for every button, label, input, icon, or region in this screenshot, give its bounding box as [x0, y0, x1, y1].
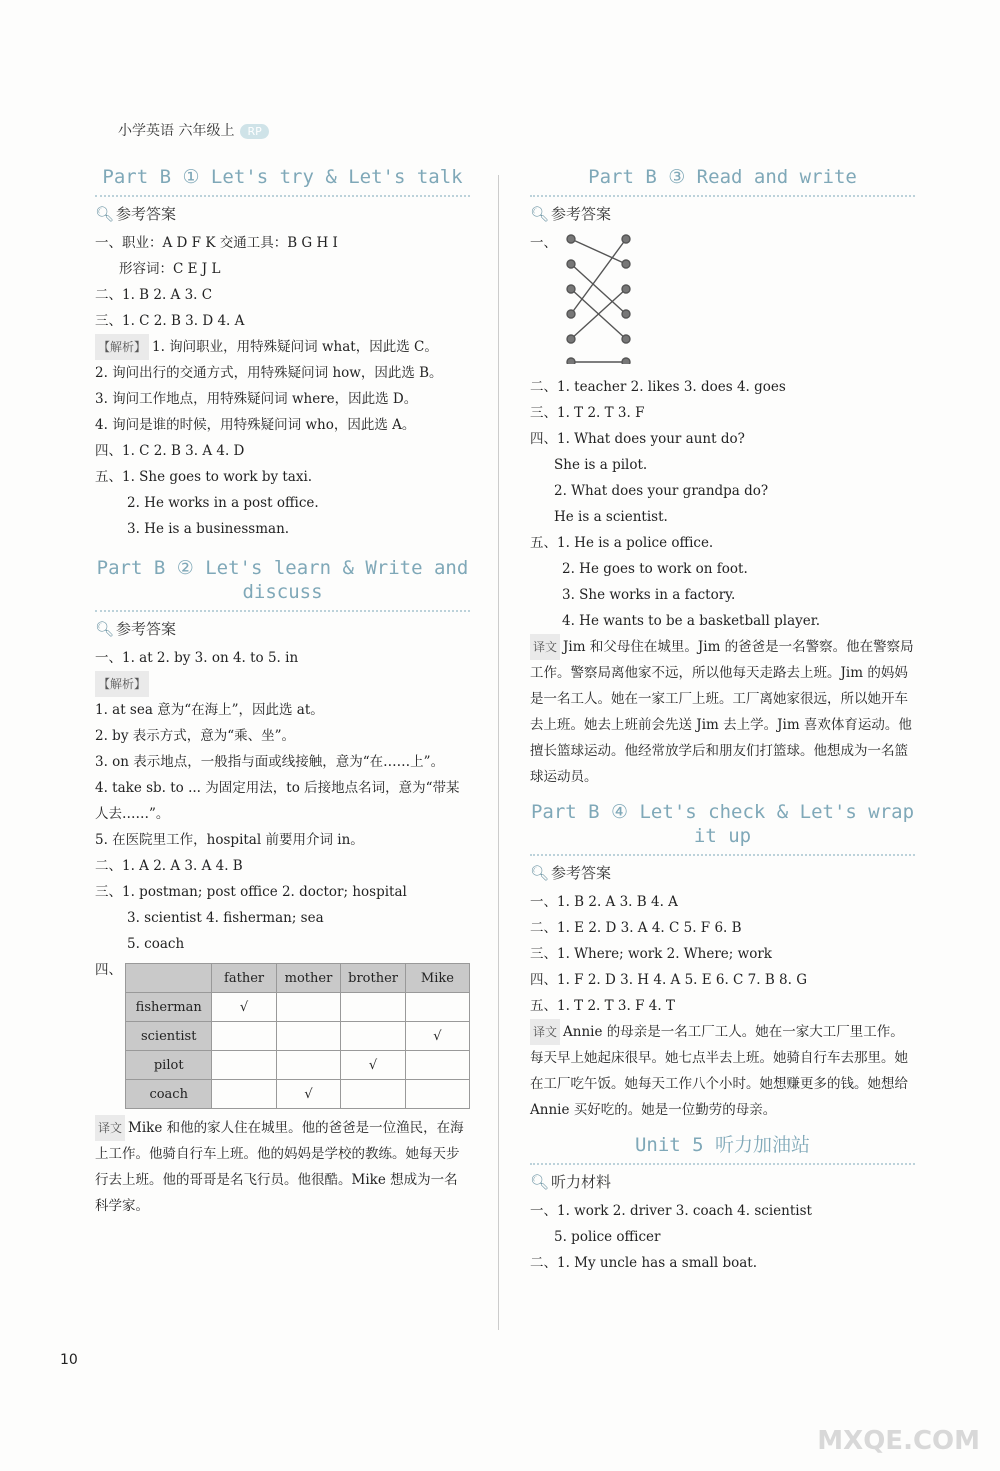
section-title-part-b-2: Part B ② Let's learn & Write and discuss [95, 556, 470, 612]
explanation-line: 4. take sb. to ... 为固定用法，to 后接地点名词，意为“带某人去……”。 [95, 780, 460, 822]
table-header-cell: father [212, 964, 276, 993]
explanation-line: 3. 询问工作地点，用特殊疑问词 where，因此选 D。 [95, 391, 418, 407]
answer-line: 二、1. teacher 2. likes 3. does 4. goes [530, 379, 786, 395]
right-column [530, 165, 915, 1276]
answer-line: 四、1. What does your aunt do? [530, 431, 745, 447]
explanation-line: 3. on 表示地点，一般指与面或线接触，意为“在……上”。 [95, 754, 445, 770]
answer-line: 一、1. B 2. A 3. B 4. A [530, 894, 678, 910]
answer-line: 四、 [95, 962, 122, 978]
answer-line: 二、1. My uncle has a small boat. [530, 1255, 758, 1271]
matching-diagram [556, 234, 636, 364]
answer-line: 五、1. T 2. T 3. F 4. T [530, 998, 675, 1014]
section-title-unit-5: Unit 5 听力加油站 [530, 1133, 915, 1165]
table-cell: √ [341, 1051, 406, 1080]
explanation-line: 【解析】 1. 询问职业，用特殊疑问词 what，因此选 C。 [95, 334, 470, 360]
answer-line: 2. What does your grandpa do? [554, 483, 769, 499]
answer-line: 2. He goes to work on foot. [562, 561, 748, 577]
answer-line: 三、1. postman; post office 2. doctor; hospital [95, 884, 407, 900]
table-cell [405, 1080, 469, 1109]
left-column [95, 165, 470, 1219]
answer-line: 三、1. C 2. B 3. D 4. A [95, 313, 245, 329]
answer-label: 🔍︎ 参考答案 [95, 205, 177, 223]
table-cell [405, 993, 469, 1022]
answer-line: 二、1. B 2. A 3. C [95, 287, 213, 303]
row-header-cell: coach [126, 1080, 212, 1109]
page-number: 10 [60, 1352, 78, 1368]
answer-line: 5. coach [127, 936, 185, 952]
answer-line: 二、1. E 2. D 3. A 4. C 5. F 6. B [530, 920, 742, 936]
table-cell [212, 1080, 276, 1109]
answer-line: 一、职业：A D F K 交通工具：B G H I [95, 235, 338, 251]
answer-line: He is a scientist. [554, 509, 668, 525]
answer-line: 4. He wants to be a basketball player. [562, 613, 820, 629]
table-cell [341, 993, 406, 1022]
occupation-table [125, 963, 470, 1109]
table-cell [276, 1051, 341, 1080]
jiexi-line [95, 671, 470, 697]
table-cell [126, 964, 212, 993]
table-cell [276, 993, 341, 1022]
answer-line: 一、1. work 2. driver 3. coach 4. scientist [530, 1203, 812, 1219]
column-divider [498, 175, 499, 1330]
answer-line: 三、1. T 2. T 3. F [530, 405, 645, 421]
matching-lines [556, 234, 636, 364]
table-header-row [126, 964, 470, 993]
explanation-line: 5. 在医院里工作，hospital 前要用介词 in。 [95, 832, 364, 848]
row-header-cell: scientist [126, 1022, 212, 1051]
book-title: 小学英语 六年级上 [118, 123, 235, 139]
section-title-part-b-3: Part B ③ Read and write [530, 165, 915, 197]
yiwen-tag: 译文 [530, 634, 560, 660]
translation-paragraph: 译文 Annie 的母亲是一名工厂工人。她在一家大工厂里工作。每天早上她起床很早。她七点半去上班。她骑自行车去那里。她在工厂吃午饭。她每天工作八个小时。她想赚更多的钱。她想给 Annie 买好吃的。她是一位勤劳的母亲。 [530, 1019, 915, 1123]
explanation-line: 4. 询问是谁的时候，用特殊疑问词 who，因此选 A。 [95, 417, 416, 433]
answer-line: 5. police officer [554, 1229, 661, 1245]
answer-line: 3. She works in a factory. [562, 587, 736, 603]
answer-line: 3. He is a businessman. [127, 521, 290, 537]
magnifier-icon: 🔍︎ [530, 205, 550, 223]
answer-line: She is a pilot. [554, 457, 648, 473]
yiwen-tag: 译文 [95, 1115, 125, 1141]
answer-line: 五、1. He is a police office. [530, 535, 714, 551]
table-cell: √ [405, 1022, 469, 1051]
answer-line: 四、1. F 2. D 3. H 4. A 5. E 6. C 7. B 8. G [530, 972, 808, 988]
section-title-part-b-1: Part B ① Let's try & Let's talk [95, 165, 470, 197]
table-cell [276, 1022, 341, 1051]
listening-label: 🔍︎ 听力材料 [530, 1173, 612, 1191]
table-cell: √ [212, 993, 276, 1022]
answer-line: 五、1. She goes to work by taxi. [95, 469, 313, 485]
explanation-line: 2. by 表示方式，意为“乘、坐”。 [95, 728, 296, 744]
table-header-cell: mother [276, 964, 341, 993]
answer-line: 一、1. at 2. by 3. on 4. to 5. in [95, 650, 299, 666]
magnifier-icon: 🔍︎ [95, 205, 115, 223]
table-cell [341, 1022, 406, 1051]
table-header-cell: Mike [405, 964, 469, 993]
answer-line: 形容词：C E J L [119, 261, 221, 277]
table-cell [212, 1022, 276, 1051]
edition-badge: RP [240, 124, 268, 139]
row-header-cell: pilot [126, 1051, 212, 1080]
answer-label: 🔍︎ 参考答案 [530, 864, 612, 882]
row-header-cell: fisherman [126, 993, 212, 1022]
magnifier-icon: 🔍︎ [530, 864, 550, 882]
table-row [126, 1051, 470, 1080]
table-header-cell: brother [341, 964, 406, 993]
translation-paragraph: 译文 Jim 和父母住在城里。Jim 的爸爸是一名警察。他在警察局工作。警察局离他家不远，所以他每天走路去上班。Jim 的妈妈是一名工人。她在一家工厂上班。工厂离她家很远，所以她开车去上班。她去上班前会先送 Jim 去上学。Jim 喜欢体育运动。他擅长篮球运动。他经常放学后和朋友们打篮球。他想成为一名篮球运动员。 [530, 634, 915, 790]
table-row [126, 1080, 470, 1109]
answer-line: 四、1. C 2. B 3. A 4. D [95, 443, 245, 459]
table-cell: √ [276, 1080, 341, 1109]
answer-line: 2. He works in a post office. [127, 495, 319, 511]
page-header [118, 120, 269, 140]
translation-paragraph: 译文 Mike 和他的家人住在城里。他的爸爸是一位渔民，在海上工作。他骑自行车上班。他的妈妈是学校的教练。她每天步行去上班。他的哥哥是名飞行员。他很酷。Mike 想成为一名科学家。 [95, 1115, 470, 1219]
table-cell [212, 1051, 276, 1080]
answer-line: 3. scientist 4. fisherman; sea [127, 910, 324, 926]
answer-line: 三、1. Where; work 2. Where; work [530, 946, 772, 962]
magnifier-icon: 🔍︎ [530, 1173, 550, 1191]
answer-line: 二、1. A 2. A 3. A 4. B [95, 858, 243, 874]
explanation-line: 2. 询问出行的交通方式，用特殊疑问词 how，因此选 B。 [95, 365, 443, 381]
answer-label: 🔍︎ 参考答案 [530, 205, 612, 223]
table-row [126, 1022, 470, 1051]
magnifier-icon: 🔍︎ [95, 620, 115, 638]
explanation-line: 1. at sea 意为“在海上”，因此选 at。 [95, 702, 324, 718]
jiexi-tag: 【解析】 [95, 671, 149, 697]
answer-line: 一、 [530, 235, 557, 251]
answer-label: 🔍︎ 参考答案 [95, 620, 177, 638]
table-cell [405, 1051, 469, 1080]
jiexi-tag: 【解析】 [95, 334, 149, 360]
yiwen-tag: 译文 [530, 1019, 560, 1045]
table-row [126, 993, 470, 1022]
watermark: MXQE.COM [817, 1426, 980, 1456]
section-title-part-b-4: Part B ④ Let's check & Let's wrap it up [530, 800, 915, 856]
table-cell [341, 1080, 406, 1109]
